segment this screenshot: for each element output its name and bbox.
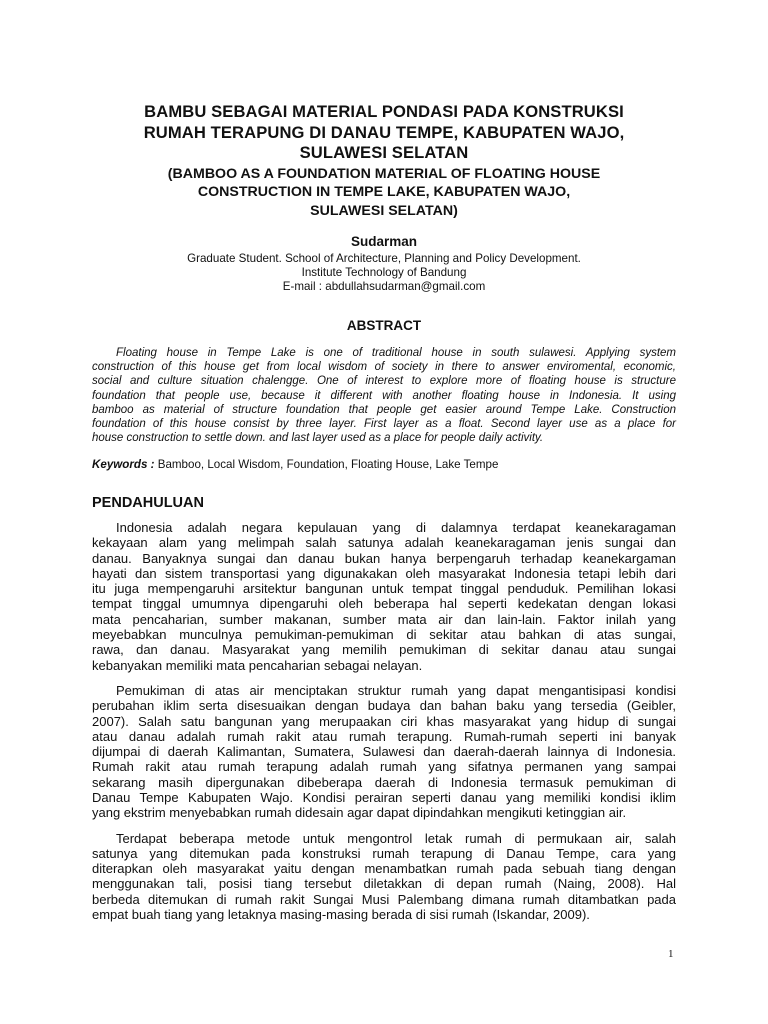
abstract-line: foundation of this house consist by three layer. First layer as a float. Second layer use as a place for (92, 417, 676, 430)
subtitle-line: SULAWESI SELATAN) (310, 202, 458, 219)
paragraph-2 (92, 683, 676, 821)
affiliation-line: Graduate Student. School of Architecture, Planning and Policy Development. (187, 252, 581, 266)
paragraph-line: Rumah rakit atau rumah terapung adalah rumah yang sifatnya permanen yang sampai (92, 759, 676, 775)
paragraph-line: tempat tinggal umumnya dipengaruhi oleh beberapa hal seperti kedekatan dengan lokasi (92, 596, 676, 612)
paragraph-line: rawa, dan danau. Masyarakat yang memilih pemukiman di sekitar danau atau sungai (92, 642, 676, 658)
abstract-heading: ABSTRACT (346, 318, 422, 334)
paragraph-line: dijumpai di daerah Kalimantan, Sumatera, Sulawesi dan daerah-daerah lainnya di Indonesia. (92, 744, 676, 760)
paragraph-line: berbeda ditemukan di rumah rakit Sungai Musi Palembang dimana rumah ditambatkan pada (92, 891, 676, 907)
paragraph-line: kebanyakan memiliki mata pencaharian sebagai nelayan. (92, 657, 423, 673)
paragraph-line: danau. Banyaknya sungai dan danau bukan hanya berpengaruh terhadap keanekargaman (92, 550, 676, 566)
subtitle-line: (BAMBOO AS A FOUNDATION MATERIAL OF FLOATING HOUSE (167, 165, 601, 182)
paragraph-line: diterapkan oleh masyarakat yaitu dengan menambatkan rumah pada sebuah tiang dengan (92, 861, 676, 877)
paper-subtitle (92, 165, 676, 221)
author-name: Sudarman (350, 234, 418, 250)
paragraph-line: sekarang masih dipergunakan dibeberapa daerah di Indonesia termasuk pemukiman di (92, 774, 676, 790)
keywords (92, 458, 676, 472)
paragraph-1 (92, 520, 676, 673)
paragraph-line: yang ekstrim menyebabkan rumah didesain agar dapat dipindahkan mengikuti ketinggian air. (92, 805, 627, 821)
keywords-text: Bamboo, Local Wisdom, Foundation, Floating House, Lake Tempe (154, 457, 499, 471)
paper-title (92, 102, 676, 164)
paragraph-line: mata pencaharian, sumber makanan, sumber mata air dan lain-lain. Faktor inilah yang (92, 611, 676, 627)
title-line: BAMBU SEBAGAI MATERIAL PONDASI PADA KONSTRUKSI (144, 102, 624, 121)
abstract-line: house construction to settle down. and last layer used as a place for people daily activity. (92, 431, 544, 444)
author-affiliation (92, 252, 676, 294)
abstract-line: foundation that people use, because it different with another floating house in Indonesia. It using (92, 389, 676, 402)
paragraph-3 (92, 831, 676, 923)
paragraph-line: hayati dan sistem transportasi yang digunakakan oleh masyarakat Indonesia tetapi lebih dari (92, 565, 676, 581)
page-number: 1 (668, 948, 674, 960)
paper-page (92, 0, 676, 922)
paragraph-line: meyebabkan munculnya pemukiman-pemukiman di sekitar atau bahkan di atas sungai, (92, 627, 676, 643)
abstract-body (92, 346, 676, 445)
paragraph-line: menggunakan tali, posisi tiang tersebut diletakkan di depan rumah (Naing, 2008). Hal (92, 876, 676, 892)
paragraph-line: Danau Tempe Kabupaten Wajo. Kondisi perairan seperti danau yang memiliki kondisi iklim (92, 789, 676, 805)
author-email: E-mail : abdullahsudarman@gmail.com (282, 280, 486, 294)
abstract-line: construction of this house get from local wisdom of society in there to answer enviromental, economic, (92, 361, 676, 374)
keywords-label: Keywords : (92, 457, 155, 471)
paragraph-line: kekayaan alam yang melimpah salah satunya adalah keanekaragaman jenis sungai dan (92, 535, 676, 551)
abstract-line: social and culture situation chalengge. One of interest to explore more of floating house is structure (92, 375, 676, 388)
paragraph-line: empat buah tiang yang letaknya masing-masing berada di sisi rumah (Iskandar, 2009). (92, 907, 590, 923)
title-line: SULAWESI SELATAN (299, 143, 469, 162)
paragraph-line: Terdapat beberapa metode untuk mengontrol letak rumah di permukaan air, salah (116, 830, 676, 846)
subtitle-line: CONSTRUCTION IN TEMPE LAKE, KABUPATEN WAJO, (197, 184, 571, 201)
paragraph-line: Indonesia adalah negara kepulauan yang di dalamnya terdapat keanekaragaman (116, 519, 676, 535)
abstract-line: Floating house in Tempe Lake is one of traditional house in south sulawesi. Applying system (116, 347, 676, 360)
paragraph-line: satunya yang ditemukan pada konstruksi rumah terapung di Danau Tempe, cara yang (92, 845, 676, 861)
affiliation-line: Institute Technology of Bandung (301, 266, 467, 280)
title-line: RUMAH TERAPUNG DI DANAU TEMPE, KABUPATEN WAJO, (143, 122, 625, 142)
paragraph-line: 2007). Salah satu bangunan yang merupaakan ciri khas masyarakat yang hidup di sungai (92, 713, 676, 729)
paragraph-line: atau danau adalah rumah rakit atau rumah terapung. Rumah-rumah seperti ini banyak (92, 728, 676, 744)
section-heading: PENDAHULUAN (92, 494, 204, 511)
abstract-line: bamboo as material of structure foundation that people get easier around Tempe Lake. Construction (92, 403, 676, 416)
paragraph-line: Pemukiman di atas air menciptakan struktur rumah yang dapat mengantisipasi kondisi (116, 682, 676, 698)
paragraph-line: itu juga mempengaruhi arsitektur bangunan untuk tempat tinggal penduduk. Pemilihan lokasi (92, 581, 676, 597)
paragraph-line: perubahan iklim serta disesuaikan dengan budaya dan bahan baku yang tersedia (Geibler, (92, 698, 676, 714)
